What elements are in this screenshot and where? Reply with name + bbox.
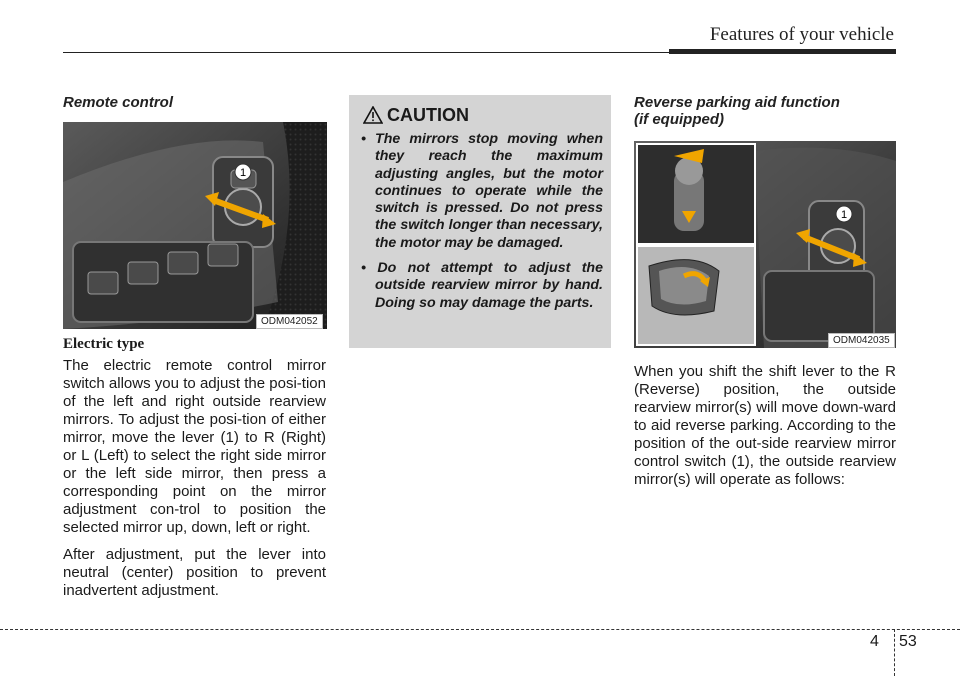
callout-number: 1 (239, 167, 247, 179)
heading-line: Reverse parking aid function (634, 94, 840, 111)
body-paragraph-2: After adjustment, put the lever into neutral (center) position to prevent inadvertent adjustment. (63, 546, 326, 599)
heading-line: (if equipped) (634, 111, 724, 128)
body-paragraph: When you shift the shift lever to the R (Reverse) position, the outside rearview mirror(s) will move down-ward to aid reverse parking. According to the position of the out-side rearview mirror control switch (1), the outside rearview mirror(s) will operate as follows: (634, 363, 896, 488)
section-heading-reverse-parking (634, 94, 840, 128)
header-rule-thick (669, 49, 896, 54)
section-heading-remote-control: Remote control (63, 94, 174, 111)
caution-item: • Do not attempt to adjust the outside rearview mirror by hand. Doing so may damage the parts. (361, 260, 603, 311)
caution-item: • The mirrors stop moving when they reach the maximum adjusting angles, but the motor continues to operate while the switch is pressed. Do not press the switch longer than necessary, the motor may be damaged. (361, 131, 603, 251)
image-code: ODM042035 (828, 333, 895, 348)
callout-number: 1 (840, 209, 848, 221)
door-switch-photo (63, 122, 327, 329)
page-header-title: Features of your vehicle (709, 24, 894, 45)
caution-list (361, 131, 603, 320)
chapter-number: 4 (870, 633, 879, 650)
warning-triangle-icon (363, 106, 383, 124)
caution-box (349, 95, 611, 348)
body-paragraph-1: The electric remote control mirror switch allows you to adjust the posi-tion of the left and right outside rearview mirrors. To adjust the posi-tion of either mirror, move the lever (1) to R (Right) or L (Left) to select the right side mirror or the left side mirror, then press a corresponding point on the mirror adjustment con-trol to position the selected mirror up, down, left or right. (63, 357, 326, 536)
subheading-electric-type: Electric type (63, 336, 145, 352)
footer-rule (0, 629, 960, 630)
reverse-mirror-photo (634, 141, 896, 348)
header-rule (63, 52, 669, 53)
footer-divider (894, 629, 895, 676)
image-code: ODM042052 (256, 314, 323, 329)
page-number: 53 (899, 633, 917, 650)
caution-title: CAUTION (387, 105, 469, 125)
